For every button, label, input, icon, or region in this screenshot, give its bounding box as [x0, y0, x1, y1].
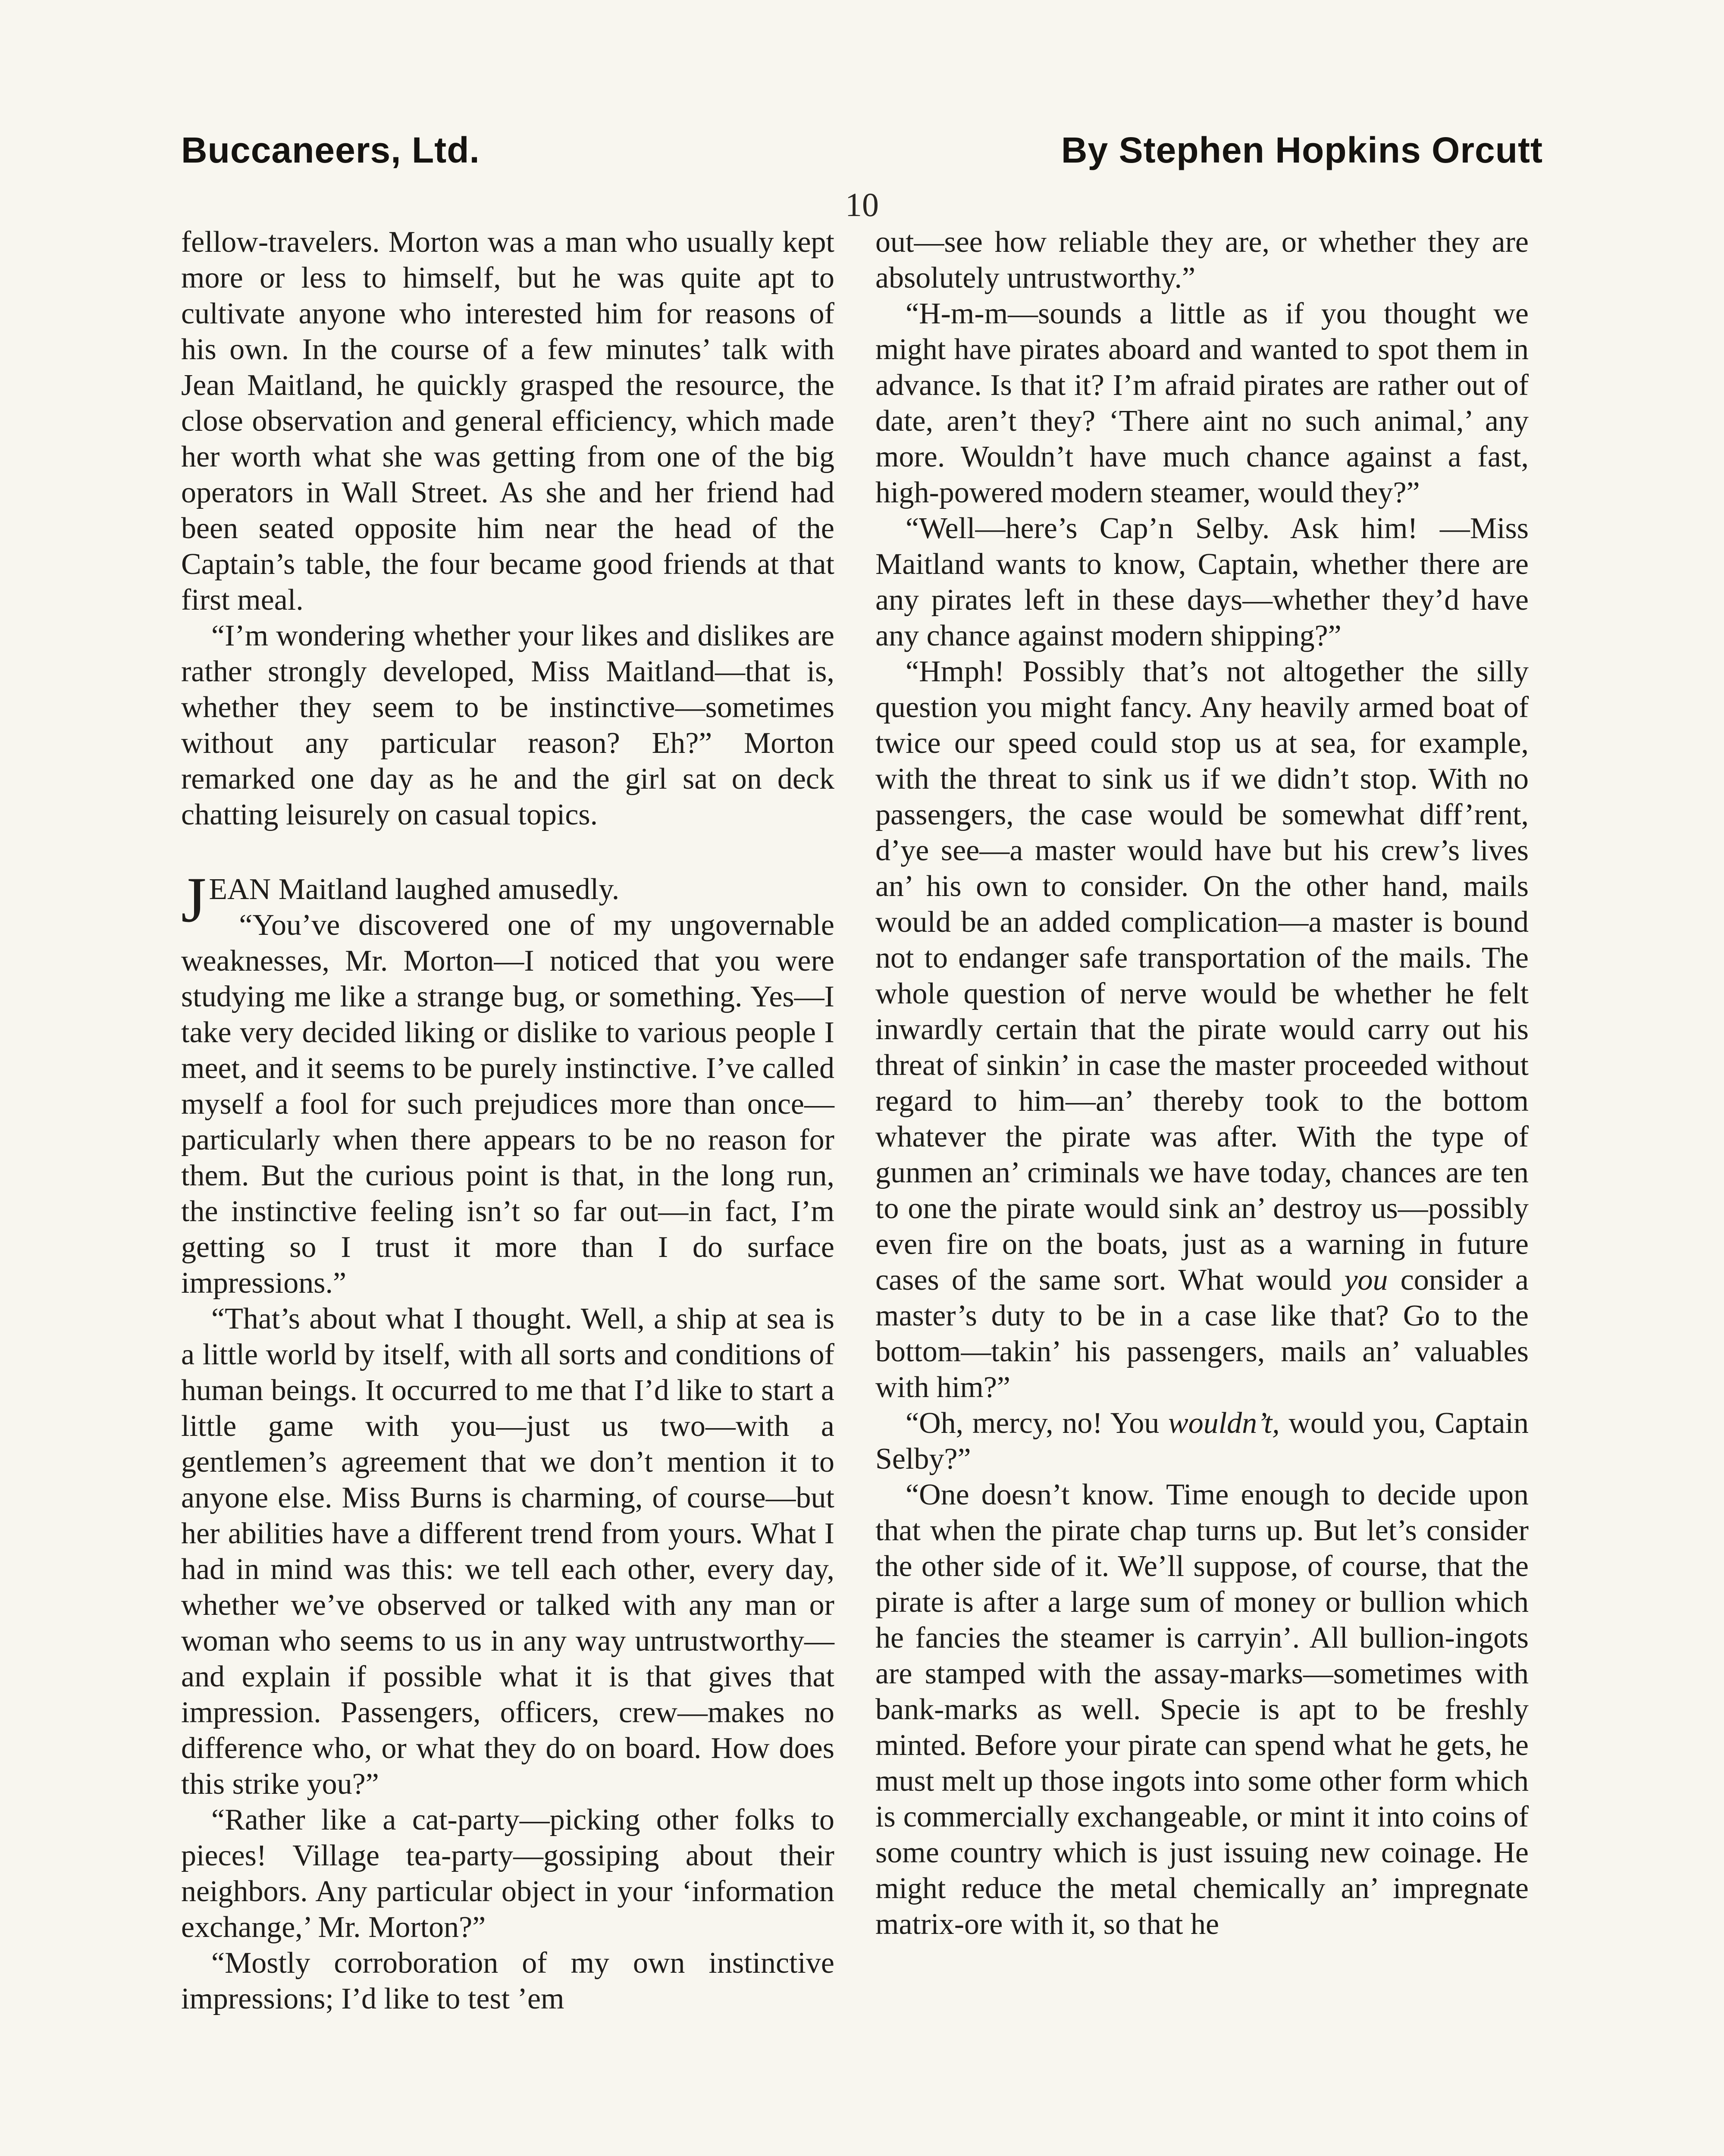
- emphasis-text: wouldn’t,: [1168, 1407, 1280, 1440]
- paragraph: “You’ve discovered one of my ungovernable weaknesses, Mr. Morton—I noticed that you were studying me like a strange bug, or something. Yes—I take very decided liking or dislike to various people I meet, and it seems to be purely instinctive. I’ve called myself a fool for such prejudices more than once—particularly when there appears to be no reason for them. But the curious point is that, in the long run, the instinctive feeling isn’t so far out—in fact, I’m getting so I trust it more than I do surface impressions.”: [181, 909, 834, 1300]
- paragraph-text: “Hmph! Possibly that’s not altogether the silly question you might fancy. Any heavily armed boat of twice our speed could stop us at sea, for example, with the threat to sink us if we didn’t stop. With no passengers, the case would be somewhat diff’rent, d’ye see—a master would have but his crew’s lives an’ his own to consider. On the other hand, mails would be an added complication—a master is bound not to endanger safe transportation of the mails. The whole question of nerve would be whether he felt inwardly certain that the pirate would carry out his threat of sinkin’ in case the master proceeded without regard to him—an’ thereby took to the bottom whatever the pirate was after. With the type of gunmen an’ criminals we have today, chances are ten to one the pirate would sink an’ destroy us—possibly even fire on the boats, just as a warning in future cases of the same sort. What would: [875, 655, 1529, 1297]
- emphasis-text: you: [1344, 1263, 1388, 1297]
- paragraph: “That’s about what I thought. Well, a ship at sea is a little world by itself, with all sorts and conditions of human beings. It occurred to me that I’d like to start a little game with you—just us two—with a gentlemen’s agreement that we don’t mention it to anyone else. Miss Burns is charming, of course—but her abilities have a different trend from yours. What I had in mind was this: we tell each other, every day, whether we’ve observed or talked with any man or woman who seems to us in any way untrustworthy—and explain if possible what it is that gives that impression. Passengers, officers, crew—makes no difference who, or what they do on board. How does this strike you?”: [181, 1302, 834, 1801]
- left-column: [181, 224, 834, 2017]
- drop-cap: J: [181, 864, 207, 936]
- page-header: [181, 129, 1543, 194]
- right-column: [875, 224, 1529, 1942]
- story-author: By Stephen Hopkins Orcutt: [1061, 130, 1543, 170]
- page-number: 10: [845, 186, 879, 223]
- paragraph: “Rather like a cat-party—picking other folks to pieces! Village tea-party—gossiping about their neighbors. Any particular object in your ‘information exchange,’ Mr. Morton?”: [181, 1803, 834, 1944]
- paragraph-text: would you, Captain Selby?”: [875, 1407, 1529, 1476]
- paragraph: “One doesn’t know. Time enough to decide upon that when the pirate chap turns up. But let’s consider the other side of it. We’ll suppose, of course, that the pirate is after a large sum of money or bullion which he fancies the steamer is carryin’. All bullion-ingots are stamped with the assay-marks—sometimes with bank-marks as well. Specie is apt to be freshly minted. Before your pirate can spend what he gets, he must melt up those ingots into some other form which is commercially exchangeable, or mint it into coins of some country which is just issuing new coinage. He might reduce the metal chemically an’ impregnate matrix-ore with it, so that he: [875, 1478, 1529, 1941]
- paragraph: [875, 654, 1529, 1405]
- paragraph: [875, 1405, 1529, 1477]
- paragraph: “H-m-m—sounds a little as if you thought we might have pirates aboard and wanted to spot them in advance. Is that it? I’m afraid pirates are rather out of date, aren’t they? ‘There aint no such animal,’ any more. Wouldn’t have much chance against a fast, high-powered modern steamer, would they?”: [875, 297, 1529, 509]
- paragraph: “Mostly corroboration of my own instinctive impressions; I’d like to test ’em: [181, 1946, 834, 2015]
- paragraph: “I’m wondering whether your likes and dislikes are rather strongly developed, Miss Maitland—that is, whether they seem to be instinctive—sometimes without any particular reason? Eh?” Morton remarked one day as he and the girl sat on deck chatting leisurely on casual topics.: [181, 619, 834, 831]
- paragraph: out—see how reliable they are, or whether they are absolutely untrustworthy.”: [875, 226, 1529, 295]
- story-title: Buccaneers, Ltd.: [181, 130, 480, 170]
- paragraph: “Well—here’s Cap’n Selby. Ask him! —Miss Maitland wants to know, Captain, whether there are any pirates left in these days—whether they’d have any chance against modern shipping?”: [875, 512, 1529, 652]
- section-opening-paragraph: [181, 864, 834, 936]
- paragraph: fellow-travelers. Morton was a man who usually kept more or less to himself, but he was quite apt to cultivate anyone who interested him for reasons of his own. In the course of a few minutes’ talk with Jean Maitland, he quickly grasped the resource, the close observation and general efficiency, which made her worth what she was getting from one of the big operators in Wall Street. As she and her friend had been seated opposite him near the head of the Captain’s table, the four became good friends at that first meal.: [181, 226, 834, 617]
- paragraph-text: “Oh, mercy, no! You: [906, 1407, 1160, 1440]
- paragraph-text: EAN Maitland laughed amusedly.: [209, 873, 620, 906]
- paragraph-text: consider a master’s duty to be in a case like that? Go to the bottom—takin’ his passengers, mails an’ valuables with him?”: [875, 1263, 1529, 1404]
